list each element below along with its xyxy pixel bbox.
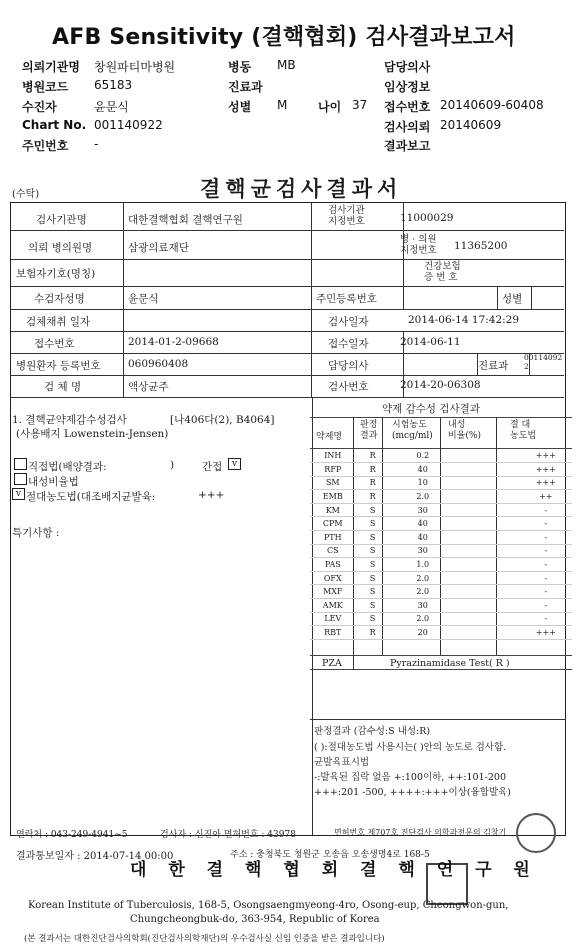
specimen-value: 액상균주 <box>128 381 169 393</box>
ast-row-ofx <box>310 571 572 585</box>
ast-row-rbt <box>310 626 572 640</box>
direct-method-label: 직접법(배양결과: <box>28 461 107 473</box>
hospital-name-label: 의뢰기관명 <box>22 60 80 74</box>
ast-table <box>310 449 572 640</box>
ast-row-cs <box>310 544 572 558</box>
ast-cell: 2.0 <box>390 612 456 626</box>
report-title: AFB Sensitivity (결핵협회) 검사결과보고서 <box>52 25 516 50</box>
specimen-label: 검 체 명 <box>44 381 82 393</box>
hospital-code-label: 병원코드 <box>22 80 69 94</box>
ast-cell <box>456 531 520 545</box>
age-label: 나이 <box>318 100 342 114</box>
medium-note: (사용배지 Lowenstein-Jensen) <box>16 428 169 440</box>
ast-cell: S <box>356 517 390 531</box>
ast-cell: S <box>356 558 390 572</box>
ast-cell: OFX <box>310 571 356 585</box>
test-method-code: [나406다(2), B4064] <box>170 414 275 426</box>
legend-line-2: ( ):절대농도법 사용시는( )안의 농도로 검사함. <box>314 742 507 753</box>
hosp-no-value: 11365200 <box>454 240 508 252</box>
examiner-info: 검사자 : 신진아 면허번호 : 43978 <box>160 830 296 840</box>
ward-label: 병동 <box>228 60 252 74</box>
ast-col-absolute: 절 대 농도법 <box>510 420 537 441</box>
ast-cell <box>456 544 520 558</box>
pza-value: Pyrazinamidase Test( R ) <box>390 658 510 669</box>
receipt-no-value: 2014-01-2-09668 <box>128 336 219 348</box>
accession-value: 20140609-60408 <box>440 98 544 112</box>
ast-cell: R <box>356 463 390 477</box>
ast-cell: EMB <box>310 490 356 504</box>
ast-cell <box>456 517 520 531</box>
ast-cell <box>456 585 520 599</box>
direct-method-checkbox <box>14 458 27 470</box>
doc-sex-label: 성별 <box>502 293 523 305</box>
ast-cell <box>456 599 520 613</box>
ast-cell <box>456 476 520 490</box>
ast-cell: R <box>356 626 390 640</box>
ast-cell: PTH <box>310 531 356 545</box>
ast-cell: - <box>520 544 572 558</box>
pza-label: PZA <box>322 658 342 669</box>
ward-value: MB <box>277 58 296 72</box>
ast-row-sm <box>310 476 572 490</box>
request-date-label: 검사의뢰 <box>384 120 431 134</box>
control-growth-value: +++ <box>198 489 225 501</box>
official-seal-icon <box>516 813 556 853</box>
ast-row-pth <box>310 531 572 545</box>
hospital-value: 삼광의료재단 <box>128 242 189 254</box>
sex-value: M <box>277 98 288 112</box>
license-info: 면허번호 제707호 진단검사 의학과전문의 김창기 <box>334 828 507 837</box>
ast-row-inh <box>310 449 572 463</box>
ast-cell <box>456 449 520 463</box>
dept-label: 진료과 <box>228 80 263 94</box>
accession-label: 접수번호 <box>384 100 431 114</box>
ast-col-ratio: 내성 비율(%) <box>448 420 481 441</box>
ast-cell: - <box>520 558 572 572</box>
lab-no-value: 11000029 <box>400 212 454 224</box>
ast-col-drug: 약제명 <box>316 432 343 442</box>
ast-cell: PAS <box>310 558 356 572</box>
doc-dept-label: 진료과 <box>478 360 509 372</box>
contact-tel: 연락처 : 043-249-4941~5 <box>16 830 128 840</box>
ast-cell: - <box>520 612 572 626</box>
ast-cell: RBT <box>310 626 356 640</box>
ast-cell: +++ <box>520 476 572 490</box>
ast-cell: 2.0 <box>390 571 456 585</box>
test-method-title: 1. 결핵균약제감수성검사 <box>12 414 127 426</box>
ast-cell: +++ <box>520 463 572 477</box>
cert-note-cut: (본 결과서는 대한진단검사의학회(진단검사의학재단)의 우수검사실 신임 인증을 받은 결과입니다) <box>24 934 385 944</box>
chart-no-label: Chart No. <box>22 118 87 132</box>
test-no-value: 2014-20-06308 <box>400 379 481 391</box>
sex-label: 성별 <box>228 100 252 114</box>
collect-date-label: 검체채취 일자 <box>26 316 91 328</box>
rrn-label: 주민등록번호 <box>316 293 377 305</box>
ast-cell: - <box>520 571 572 585</box>
ast-cell: SM <box>310 476 356 490</box>
ast-row-amk <box>310 599 572 613</box>
patient-name-value: 윤문식 <box>128 293 159 305</box>
ast-cell: CPM <box>310 517 356 531</box>
ast-cell: 1.0 <box>390 558 456 572</box>
indirect-method-label: 간접 <box>202 461 223 473</box>
ast-title: 약제 감수성 검사결과 <box>382 403 480 415</box>
patient-value: 윤문식 <box>94 100 129 114</box>
hospital-code-value: 65183 <box>94 78 133 92</box>
ast-cell: S <box>356 571 390 585</box>
ast-cell: AMK <box>310 599 356 613</box>
age-value: 37 <box>352 98 368 112</box>
ast-cell: CS <box>310 544 356 558</box>
request-date-value: 20140609 <box>440 118 502 132</box>
ast-cell: 20 <box>390 626 456 640</box>
ast-cell: 30 <box>390 544 456 558</box>
ast-cell: 2.0 <box>390 490 456 504</box>
ast-row-emb <box>310 490 572 504</box>
clinical-info-label: 임상정보 <box>384 80 431 94</box>
legend-line-3: 균발육표시법 <box>314 757 370 768</box>
ast-cell <box>456 626 520 640</box>
ast-row-mxf <box>310 585 572 599</box>
rrn-value: - <box>94 137 99 151</box>
ast-cell <box>456 558 520 572</box>
receipt-date-label: 접수일자 <box>328 338 369 350</box>
test-no-label: 검사번호 <box>328 381 369 393</box>
hospital-patient-no-value: 060960408 <box>128 358 189 370</box>
ast-cell: KM <box>310 503 356 517</box>
ast-cell: - <box>520 599 572 613</box>
ast-cell: 0.2 <box>390 449 456 463</box>
ast-cell: 2.0 <box>390 585 456 599</box>
result-report-date: 결과통보일자 : 2014-07-14 00:00 <box>16 851 174 862</box>
doc-doctor-label: 담당의사 <box>328 360 369 372</box>
document-title: 결핵균검사결과서 <box>200 176 403 201</box>
ast-cell: MXF <box>310 585 356 599</box>
ast-cell: R <box>356 476 390 490</box>
ast-cell: S <box>356 544 390 558</box>
chart-no-value: 001140922 <box>94 118 163 132</box>
ratio-method-checkbox <box>14 473 27 485</box>
receipt-date-value: 2014-06-11 <box>400 336 461 348</box>
test-date-value: 2014-06-14 17:42:29 <box>408 314 520 326</box>
ast-cell: ++ <box>520 490 572 504</box>
ast-cell: +++ <box>520 449 572 463</box>
legend-line-4: -:발육된 집락 없음 +:100이하, ++:101-200 <box>314 772 506 783</box>
ast-col-conc: 시험농도 (mcg/ml) <box>392 420 433 441</box>
outsourced-mark: (수탁) <box>12 189 40 200</box>
english-address-1: Korean Institute of Tuberculosis, 168-5, Osongsaengmyeong-4ro, Osong-eup, Cheongwon-gun, <box>28 900 509 911</box>
ast-cell: S <box>356 612 390 626</box>
insurer-label: 보험자기호(명칭) <box>16 268 96 280</box>
absolute-method-label: 절대농도법(대조배지균발육: <box>26 491 156 503</box>
absolute-method-checkbox: v <box>12 488 25 500</box>
ratio-method-label: 내성비율법 <box>28 476 79 488</box>
ast-cell <box>456 490 520 504</box>
lab-no-label: 검사기관 지정번호 <box>328 205 365 227</box>
legend-line-5: +++:201 -500, ++++:+++이상(융합발육) <box>314 787 512 798</box>
ast-cell: S <box>356 585 390 599</box>
indirect-method-checkbox: v <box>228 458 241 470</box>
ast-cell: - <box>520 585 572 599</box>
lab-label: 검사기관명 <box>36 214 87 226</box>
ast-row-pas <box>310 558 572 572</box>
ast-cell: S <box>356 531 390 545</box>
ast-cell <box>456 612 520 626</box>
ast-cell: - <box>520 517 572 531</box>
ast-cell <box>456 503 520 517</box>
ast-cell: INH <box>310 449 356 463</box>
ast-cell: RFP <box>310 463 356 477</box>
insurance-no-label: 건강보험 증 번 호 <box>424 261 461 283</box>
ast-cell: R <box>356 449 390 463</box>
ast-cell: +++ <box>520 626 572 640</box>
hosp-no-label: 병 · 의원 지정번호 <box>400 234 437 256</box>
ast-cell: LEV <box>310 612 356 626</box>
ast-cell: S <box>356 599 390 613</box>
ast-cell <box>456 571 520 585</box>
legend-line-1: 판정결과 (감수성:S 내성:R) <box>314 726 431 737</box>
ast-cell: 30 <box>390 599 456 613</box>
ast-cell: S <box>356 503 390 517</box>
ast-row-km <box>310 503 572 517</box>
report-date-label: 결과보고 <box>384 139 431 153</box>
special-notes-label: 특기사항 : <box>12 527 60 539</box>
hospital-label: 의뢰 병의원명 <box>28 242 93 254</box>
org-address: 주소 : 충청북도 청원군 오송읍 오송생명4로 168-5 <box>230 850 430 860</box>
ast-col-result: 판정 결과 <box>360 420 378 441</box>
direct-method-close: ) <box>170 459 175 471</box>
ast-cell: 30 <box>390 503 456 517</box>
patient-label: 수진자 <box>22 100 57 114</box>
ast-cell <box>456 463 520 477</box>
institute-name: 대 한 결 핵 협 회 결 핵 연 구 원 <box>130 860 538 880</box>
test-date-label: 검사일자 <box>328 316 369 328</box>
ast-cell: 40 <box>390 517 456 531</box>
hospital-patient-no-label: 병원환자 등록번호 <box>16 360 101 372</box>
ast-row-cpm <box>310 517 572 531</box>
doctor-label: 담당의사 <box>384 60 431 74</box>
ast-cell: 40 <box>390 463 456 477</box>
hospital-name-value: 창원파티마병원 <box>94 60 176 74</box>
receipt-no-label: 접수번호 <box>34 338 75 350</box>
ast-cell: 40 <box>390 531 456 545</box>
ast-cell: 10 <box>390 476 456 490</box>
doc-dept-value: 00114092 2 <box>524 353 563 371</box>
patient-name-label: 수검자성명 <box>34 293 85 305</box>
ast-cell: - <box>520 531 572 545</box>
english-address-2: Chungcheongbuk-do, 363-954, Republic of Korea <box>130 914 380 925</box>
ast-cell: - <box>520 503 572 517</box>
ast-row-lev <box>310 612 572 626</box>
rrn-label: 주민번호 <box>22 139 69 153</box>
ast-cell: R <box>356 490 390 504</box>
ast-row-rfp <box>310 463 572 477</box>
scanned-result-document <box>4 165 578 944</box>
lab-value: 대한결핵협회 결핵연구원 <box>128 214 243 226</box>
